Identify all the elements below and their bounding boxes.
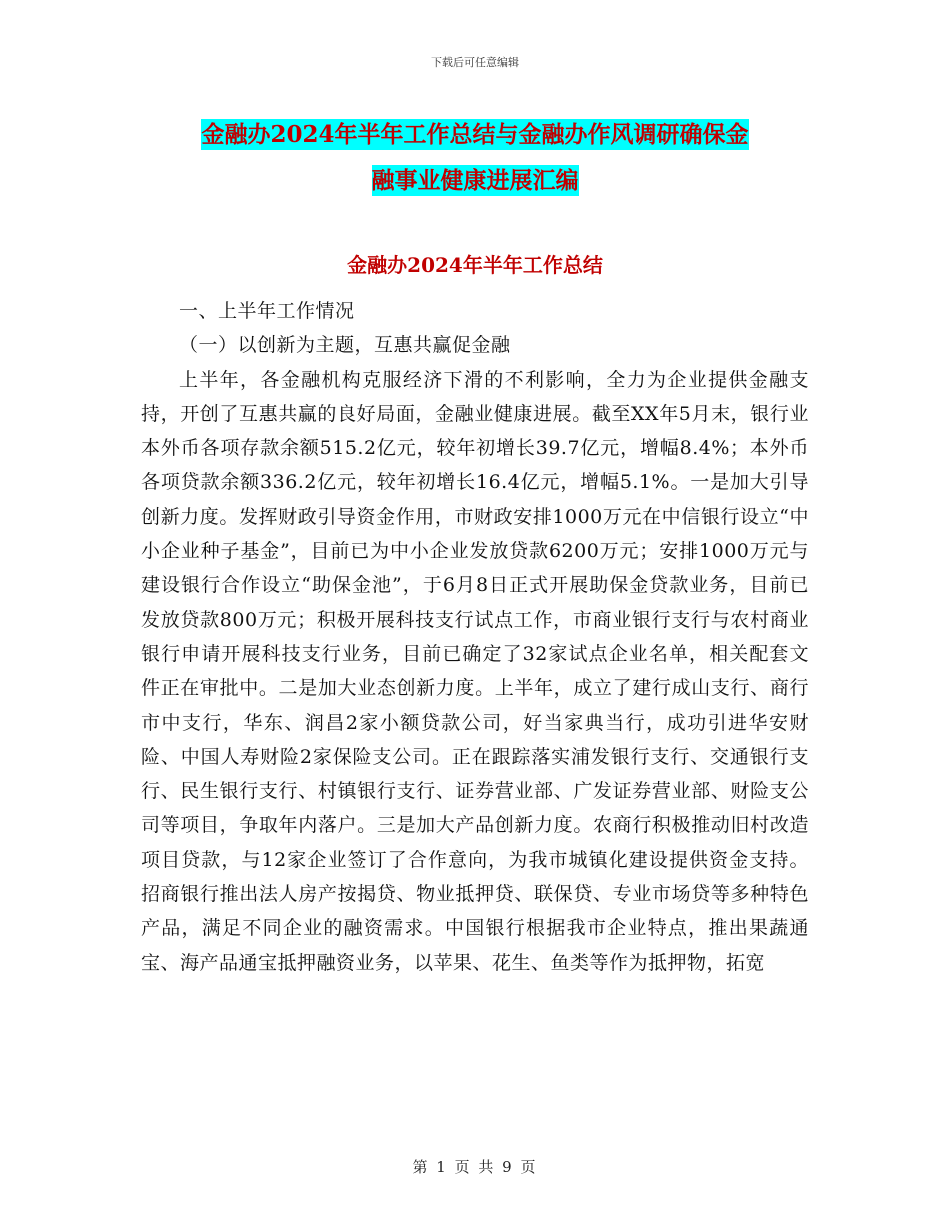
page-footer: 第 1 页 共 9 页 <box>412 1158 538 1176</box>
body-text <box>141 294 809 980</box>
main-title-line-1: 金融办2024年半年工作总结与金融办作风调研确保金 <box>201 121 749 148</box>
main-title <box>0 112 950 204</box>
heading-level-1: 一、上半年工作情况 <box>179 300 355 322</box>
main-title-line-2: 融事业健康进展汇编 <box>371 167 579 194</box>
section-title: 金融办2024年半年工作总结 <box>347 253 603 277</box>
header-note: 下载后可任意编辑 <box>431 56 519 69</box>
paragraph: 上半年，各金融机构克服经济下滑的不利影响，全力为企业提供金融支持，开创了互惠共赢的良好局面，金融业健康进展。截至XX年5月末，银行业本外币各项存款余额515.2亿元，较年初增长39.7亿元，增幅8.4%；本外币各项贷款余额336.2亿元，较年初增长16.4亿元，增幅5.1%。一是加大引导创新力度。发挥财政引导资金作用，市财政安排1000万元在中信银行设立“中小企业种子基金”，目前已为中小企业发放贷款6200万元；安排1000万元与建设银行合作设立“助保金池”，于6月8日正式开展助保金贷款业务，目前已发放贷款800万元；积极开展科技支行试点工作，市商业银行支行与农村商业银行申请开展科技支行业务，目前已确定了32家试点企业名单，相关配套文件正在审批中。二是加大业态创新力度。上半年，成立了建行成山支行、商行市中支行，华东、润昌2家小额贷款公司，好当家典当行，成功引进华安财险、中国人寿财险2家保险支公司。正在跟踪落实浦发银行支行、交通银行支行、民生银行支行、村镇银行支行、证券营业部、广发证券营业部、财险支公司等项目，争取年内落户。三是加大产品创新力度。农商行积极推动旧村改造项目贷款，与12家企业签订了合作意向，为我市城镇化建设提供资金支持。招商银行推出法人房产按揭贷、物业抵押贷、联保贷、专业市场贷等多种特色产品，满足不同企业的融资需求。中国银行根据我市企业特点，推出果蔬通宝、海产品通宝抵押融资业务，以苹果、花生、鱼类等作为抵押物，拓宽 <box>141 368 809 974</box>
heading-level-2: （一）以创新为主题，互惠共赢促金融 <box>179 334 511 357</box>
